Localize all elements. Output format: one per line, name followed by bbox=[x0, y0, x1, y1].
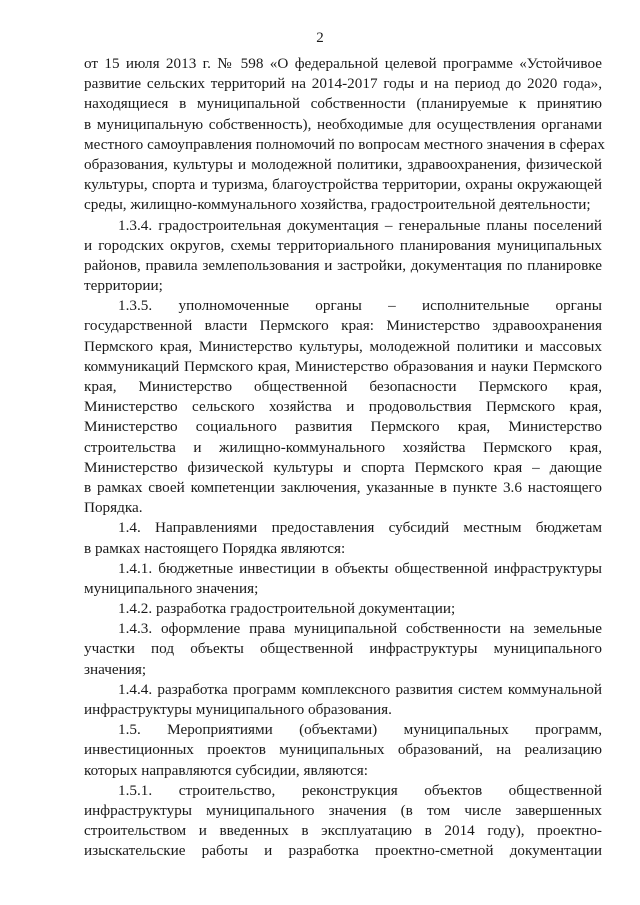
paragraph bbox=[84, 518, 602, 558]
page-number: 2 bbox=[316, 30, 324, 46]
paragraph bbox=[84, 559, 602, 599]
paragraph bbox=[84, 599, 602, 619]
text-line: культуры, спорта и туризма, благоустройства территории, охраны окружающей bbox=[84, 176, 602, 194]
text-line: инфраструктуры муниципального значения (в том числе завершенных bbox=[84, 801, 602, 819]
text-line: строительством и введенных в эксплуатацию в 2014 году), проектно- bbox=[84, 822, 602, 840]
text-line: муниципального значения; bbox=[84, 579, 259, 597]
text-line: 1.3.4. градостроительная документация – генеральные планы поселений bbox=[118, 216, 602, 234]
text-line: Пермского края, Министерство культуры, молодежной политики и массовых bbox=[84, 337, 602, 355]
text-line: в рамках своей компетенции заключения, указанные в пункте 3.6 настоящего bbox=[84, 478, 602, 496]
text-line: Порядка. bbox=[84, 499, 143, 517]
text-line: 1.4. Направлениями предоставления субсидий местным бюджетам bbox=[118, 519, 602, 537]
text-line: Министерство физической культуры и спорта Пермского края – дающие bbox=[84, 458, 602, 476]
text-line: изыскательские работы и разработка проектно-сметной документации bbox=[84, 842, 602, 860]
paragraph bbox=[84, 619, 602, 680]
text-line: участки под объекты общественной инфраструктуры муниципального bbox=[84, 640, 602, 658]
text-line: 1.5. Мероприятиями (объектами) муниципальных программ, bbox=[118, 721, 602, 739]
text-line: инфраструктуры муниципального образования. bbox=[84, 701, 392, 718]
document-body bbox=[84, 54, 605, 862]
text-line: 1.4.2. разработка градостроительной документации; bbox=[118, 600, 456, 618]
text-line: Министерство сельского хозяйства и продовольствия Пермского края, bbox=[84, 398, 602, 416]
text-line: в рамках настоящего Порядка являются: bbox=[84, 539, 346, 557]
text-line: которых направляются субсидии, являются: bbox=[84, 761, 368, 779]
text-line: 1.4.3. оформление права муниципальной собственности на земельные bbox=[118, 620, 602, 638]
text-line: образования, культуры и молодежной политики, здравоохранения, физической bbox=[84, 155, 602, 173]
paragraph bbox=[84, 296, 602, 518]
text-line: Министерство социального развития Пермского края, Министерство bbox=[84, 418, 602, 436]
text-line: инвестиционных проектов муниципальных образований, на реализацию bbox=[84, 741, 602, 759]
text-line: и городских округов, схемы территориального планирования муниципальных bbox=[84, 236, 602, 254]
text-line: развитие сельских территорий на 2014-2017 годы и на период до 2020 года», bbox=[84, 75, 602, 93]
text-line: значения; bbox=[84, 660, 147, 678]
text-line: 1.4.4. разработка программ комплексного развития систем коммунальной bbox=[118, 680, 602, 698]
text-line: края, Министерство общественной безопасности Пермского края, bbox=[84, 378, 602, 395]
text-line: местного самоуправления полномочий по вопросам местного значения в сферах bbox=[84, 135, 605, 153]
text-line: в муниципальную собственность), необходимые для осуществления органами bbox=[84, 115, 602, 133]
text-line: среды, жилищно-коммунального хозяйства, градостроительной деятельности; bbox=[84, 196, 591, 214]
text-line: находящиеся в муниципальной собственности (планируемые к принятию bbox=[84, 95, 602, 113]
text-line: коммуникаций Пермского края, Министерство образования и науки Пермского bbox=[84, 357, 602, 375]
text-line: от 15 июля 2013 г. № 598 «О федеральной целевой программе «Устойчивое bbox=[84, 55, 602, 72]
text-line: строительства и жилищно-коммунального хозяйства Пермского края, bbox=[84, 438, 602, 456]
paragraph bbox=[84, 781, 602, 862]
text-line: 1.5.1. строительство, реконструкция объектов общественной bbox=[118, 781, 602, 799]
text-line: территории; bbox=[84, 277, 163, 295]
text-line: государственной власти Пермского края: Министерство здравоохранения bbox=[84, 317, 602, 335]
text-line: 1.4.1. бюджетные инвестиции в объекты общественной инфраструктуры bbox=[118, 559, 602, 577]
paragraph bbox=[84, 720, 602, 781]
paragraph bbox=[84, 54, 605, 216]
paragraph bbox=[84, 680, 602, 720]
text-line: районов, правила землепользования и застройки, документация по планировке bbox=[84, 256, 602, 274]
paragraph bbox=[84, 216, 602, 297]
text-line: 1.3.5. уполномоченные органы – исполнительные органы bbox=[118, 297, 602, 315]
